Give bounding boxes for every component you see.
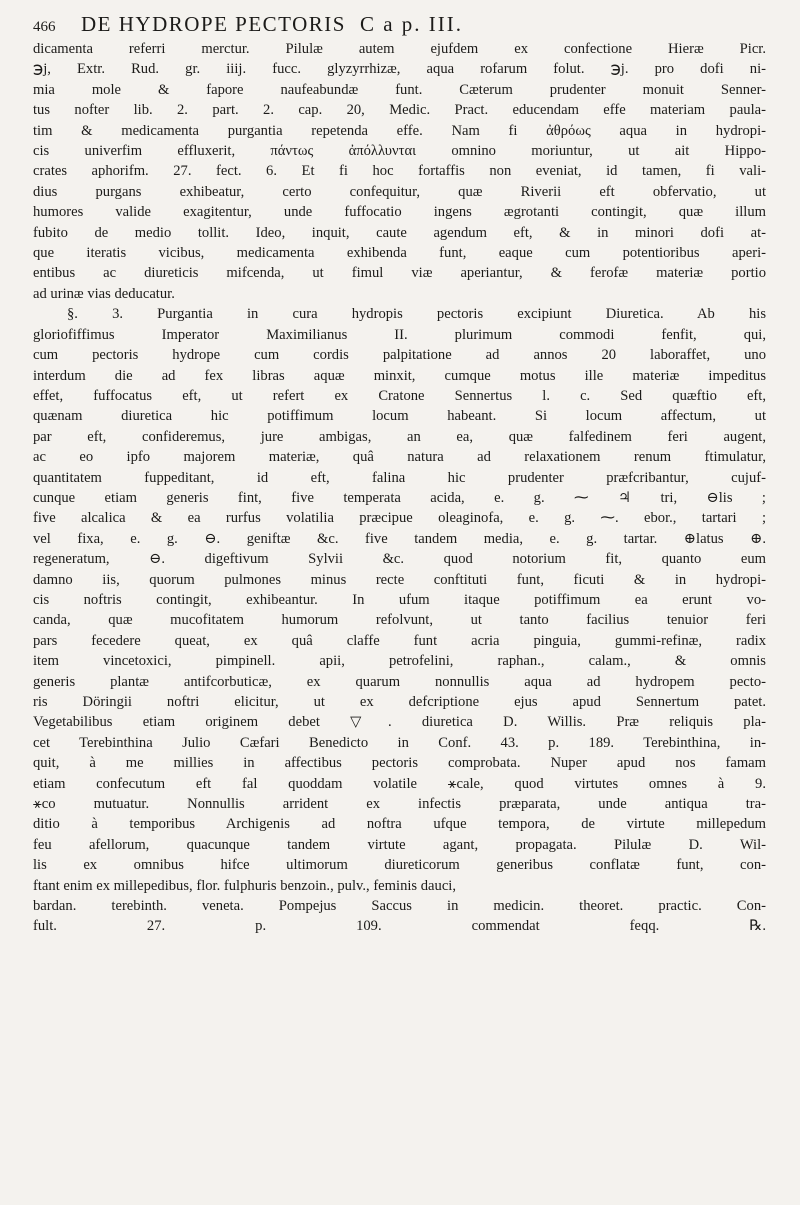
body-text <box>33 39 766 937</box>
text-line: pars fecedere queat, ex quâ claffe funt acria pinguia, gummi-refinæ, radix <box>33 632 766 649</box>
text-line: ℈j, Extr. Rud. gr. iiij. fucc. glyzyrrhizæ, aqua rofarum folut. ℈j. pro dofi ni- <box>33 61 766 78</box>
text-line: ac eo ipfo majorem materiæ, quâ natura ad relaxationem renum ftimulatur, <box>33 449 766 466</box>
chapter-label: C a p. III. <box>359 12 464 36</box>
text-line: cet Terebinthina Julio Cæfari Benedicto in Conf. 43. p. 189. Terebinthina, in- <box>33 734 766 751</box>
text-line: quit, à me millies in affectibus pectoris comprobata. Nuper apud nos famam <box>33 755 766 772</box>
text-line: §. 3. Purgantia in cura hydropis pectoris excipiunt Diuretica. Ab his <box>67 306 766 323</box>
running-header <box>33 12 766 37</box>
text-line: effet, fuffocatus eft, ut refert ex Cratone Sennertus l. c. Sed quæftio eft, <box>33 387 766 404</box>
text-line: regeneratum, ⊖. digeftivum Sylvii &c. quod notorium fit, quanto eum <box>33 551 766 568</box>
text-line: ris Döringii noftri elicitur, ut ex defcriptione ejus apud Sennertum patet. <box>33 694 766 710</box>
text-line: tus nofter lib. 2. part. 2. cap. 20, Medic. Pract. educendam effe materiam paula- <box>33 102 766 119</box>
text-line: generis plantæ antifcorbuticæ, ex quarum nonnullis aqua ad hydropem pecto- <box>33 673 766 690</box>
page-number: 466 <box>33 19 56 35</box>
text-line: cis noftris contingit, exhibeantur. In ufum itaque potiffimum ea erunt vo- <box>33 591 766 608</box>
text-line: fult. 27. p. 109. commendat feqq. ℞. <box>33 918 766 935</box>
text-line: quænam diuretica hic potiffimum locum habeant. Si locum affectum, ut <box>33 408 766 425</box>
text-line: five alcalica & ea rurfus volatilia præcipue oleaginofa, e. g. ⁓. ebor., tartari ; <box>33 510 766 527</box>
text-line: dius purgans exhibeatur, certo confequitur, quæ Riverii eft obfervatio, ut <box>33 183 766 200</box>
text-line: ⚹co mutuatur. Nonnullis arrident ex infectis præparata, unde antiqua tra- <box>33 796 766 813</box>
text-line: gloriofiffimus Imperator Maximilianus II. plurimum commodi fenfit, qui, <box>33 326 766 343</box>
text-line: crates aphorifm. 27. fect. 6. Et fi hoc fortaffis non eveniat, id tamen, fi vali- <box>33 163 766 180</box>
text-line: ditio à temporibus Archigenis ad noftra ufque tempora, de virtute millepedum <box>33 816 766 833</box>
text-line: quantitatem fuppeditant, id eft, falina hic prudenter præfcribantur, cujuf- <box>33 469 766 486</box>
text-line: par eft, confideremus, jure ambigas, an ea, quæ falfedinem feri augent, <box>33 428 766 445</box>
text-line: lis ex omnibus hifce ultimorum diureticorum generibus conflatæ funt, con- <box>33 857 766 874</box>
text-line: canda, quæ mucofitatem humorum refolvunt, ut tanto facilius tenuior feri <box>33 612 766 629</box>
text-line: humores valide exagitentur, unde fuffocatio ingens ægrotanti contingit, quæ illum <box>33 204 766 221</box>
text-line: item vincetoxici, pimpinell. apii, petrofelini, raphan., calam., & omnis <box>33 653 766 670</box>
text-line: dicamenta referri merctur. Pilulæ autem ejufdem ex confectione Hieræ Picr. <box>33 41 766 57</box>
text-line: feu afellorum, quacunque tandem virtute agant, propagata. Pilulæ D. Wil- <box>33 836 766 853</box>
text-line: entibus ac diureticis mifcenda, ut fimul viæ aperiantur, & ferofæ materiæ portio <box>33 265 766 282</box>
text-line: interdum die ad fex libras aquæ minxit, cumque motus ille materiæ impeditus <box>33 367 766 384</box>
text-line: etiam confecutum eft fal quoddam volatile ⚹cale, quod virtutes omnes à 9. <box>33 775 766 792</box>
text-line: bardan. terebinth. veneta. Pompejus Saccus in medicin. theoret. practic. Con- <box>33 898 766 915</box>
text-line: fubito de medio tollit. Ideo, inquit, caute agendum eft, & in minori dofi at- <box>33 224 766 241</box>
text-line: cis univerfim effluxerit, πάντως ἀπόλλυνται omnino moriuntur, ut ait Hippo- <box>33 143 766 160</box>
text-line: vel fixa, e. g. ⊖. geniftæ &c. five tandem media, e. g. tartar. ⊕latus ⊕. <box>33 530 766 547</box>
text-line: cunque etiam generis fint, five temperata acida, e. g. ⁓ ♃ tri, ⊖lis ; <box>33 489 766 506</box>
running-title: DE HYDROPE PECTORIS <box>81 12 346 36</box>
text-line: cum pectoris hydrope cum cordis palpitatione ad annos 20 laboraffet, uno <box>33 347 766 364</box>
text-line: que iteratis vicibus, medicamenta exhibenda funt, eaque cum potentioribus aperi- <box>33 245 766 262</box>
text-line: tim & medicamenta purgantia repetenda effe. Nam fi ἀθρόως aqua in hydropi- <box>33 122 766 139</box>
text-line: ftant enim ex millepedibus, flor. fulphuris benzoin., pulv., feminis dauci, <box>33 877 456 894</box>
text-line: damno iis, quorum pulmones minus recte conftituti funt, ficuti & in hydropi- <box>33 571 766 588</box>
text-line: mia mole & fapore naufeabundæ funt. Cæterum prudenter monuit Senner- <box>33 81 766 98</box>
text-line: ad urinæ vias deducatur. <box>33 285 175 302</box>
text-line: Vegetabilibus etiam originem debet ▽. diuretica D. Willis. Præ reliquis pla- <box>33 714 766 731</box>
